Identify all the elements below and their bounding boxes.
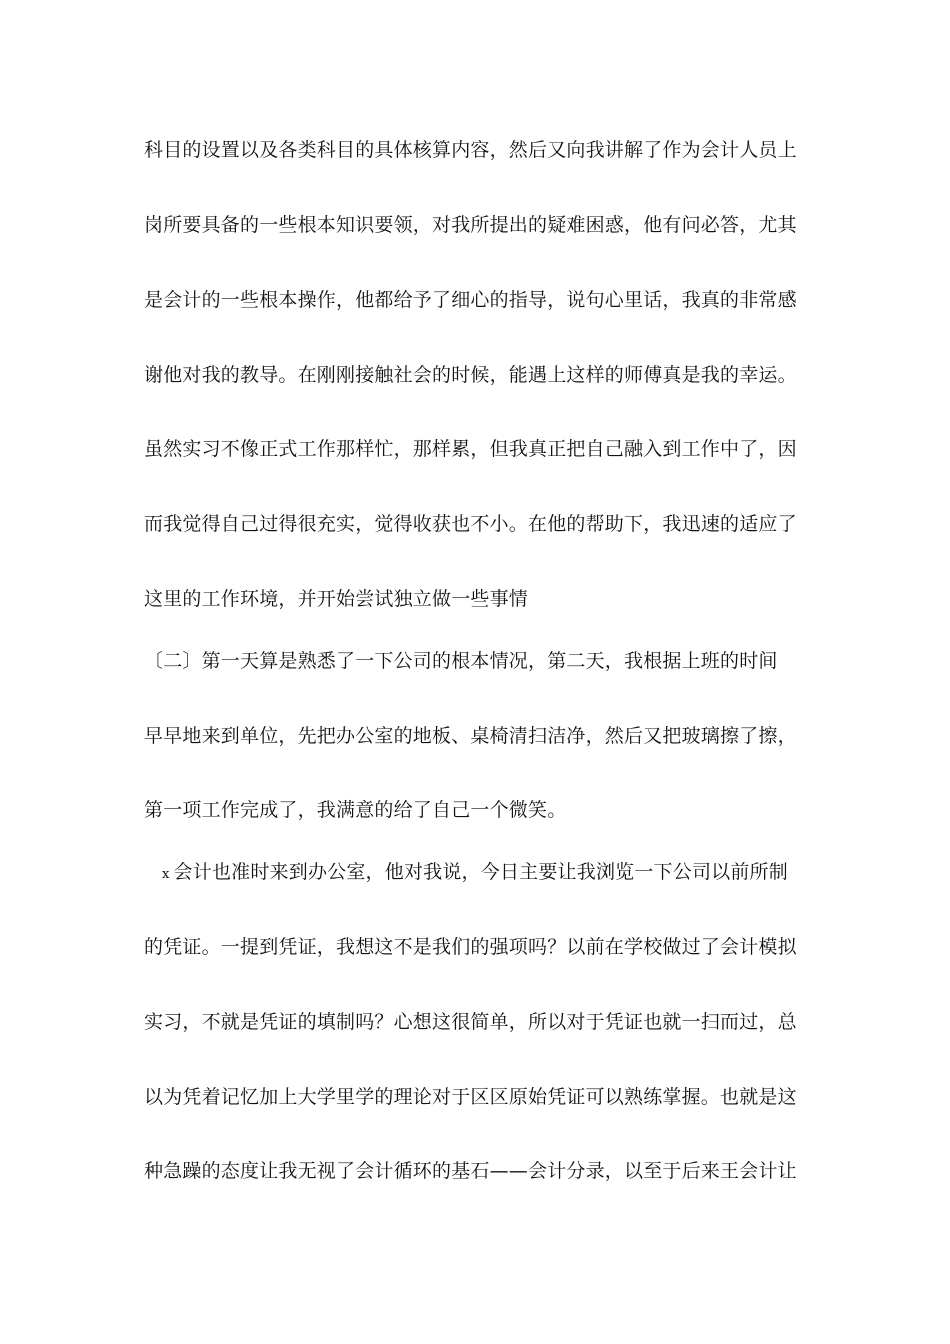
text-line-10: 第一项工作完成了，我满意的给了自己一个微笑。 <box>144 799 567 821</box>
paragraph-two-start: 〔二〕第一天算是熟悉了一下公司的根本情况，第二天，我根据上班的时间 <box>144 650 778 672</box>
text-line-2: 岗所要具备的一些根本知识要领，对我所提出的疑难困惑，他有问必答，尤其 <box>144 214 797 236</box>
paragraph-three-text: 会计也准时来到办公室，他对我说，今日主要让我浏览一下公司以前所制 <box>173 861 788 883</box>
text-line-6: 而我觉得自己过得很充实，觉得收获也不小。在他的帮助下，我迅速的适应了 <box>144 513 797 535</box>
text-line-4: 谢他对我的教导。在刚刚接触社会的时候，能遇上这样的师傅真是我的幸运。 <box>144 364 797 386</box>
text-line-12: 的凭证。一提到凭证，我想这不是我们的强项吗？以前在学校做过了会计模拟 <box>144 936 797 958</box>
text-line-7: 这里的工作环境，并开始尝试独立做一些事情 <box>144 588 529 610</box>
text-line-15: 种急躁的态度让我无视了会计循环的基石——会计分录，以至于后来王会计让 <box>144 1160 797 1182</box>
paragraph-three-start <box>162 859 822 888</box>
name-marker: x <box>162 867 170 882</box>
text-line-5: 虽然实习不像正式工作那样忙，那样累，但我真正把自己融入到工作中了，因 <box>144 438 797 460</box>
text-line-14: 以为凭着记忆加上大学里学的理论对于区区原始凭证可以熟练掌握。也就是这 <box>144 1086 797 1108</box>
text-line-13: 实习，不就是凭证的填制吗？心想这很简单，所以对于凭证也就一扫而过，总 <box>144 1011 797 1033</box>
text-line-9: 早早地来到单位，先把办公室的地板、桌椅清扫洁净，然后又把玻璃擦了擦， <box>144 725 797 747</box>
text-line-3: 是会计的一些根本操作，他都给予了细心的指导，说句心里话，我真的非常感 <box>144 289 797 311</box>
text-line-1: 科目的设置以及各类科目的具体核算内容，然后又向我讲解了作为会计人员上 <box>144 139 797 161</box>
